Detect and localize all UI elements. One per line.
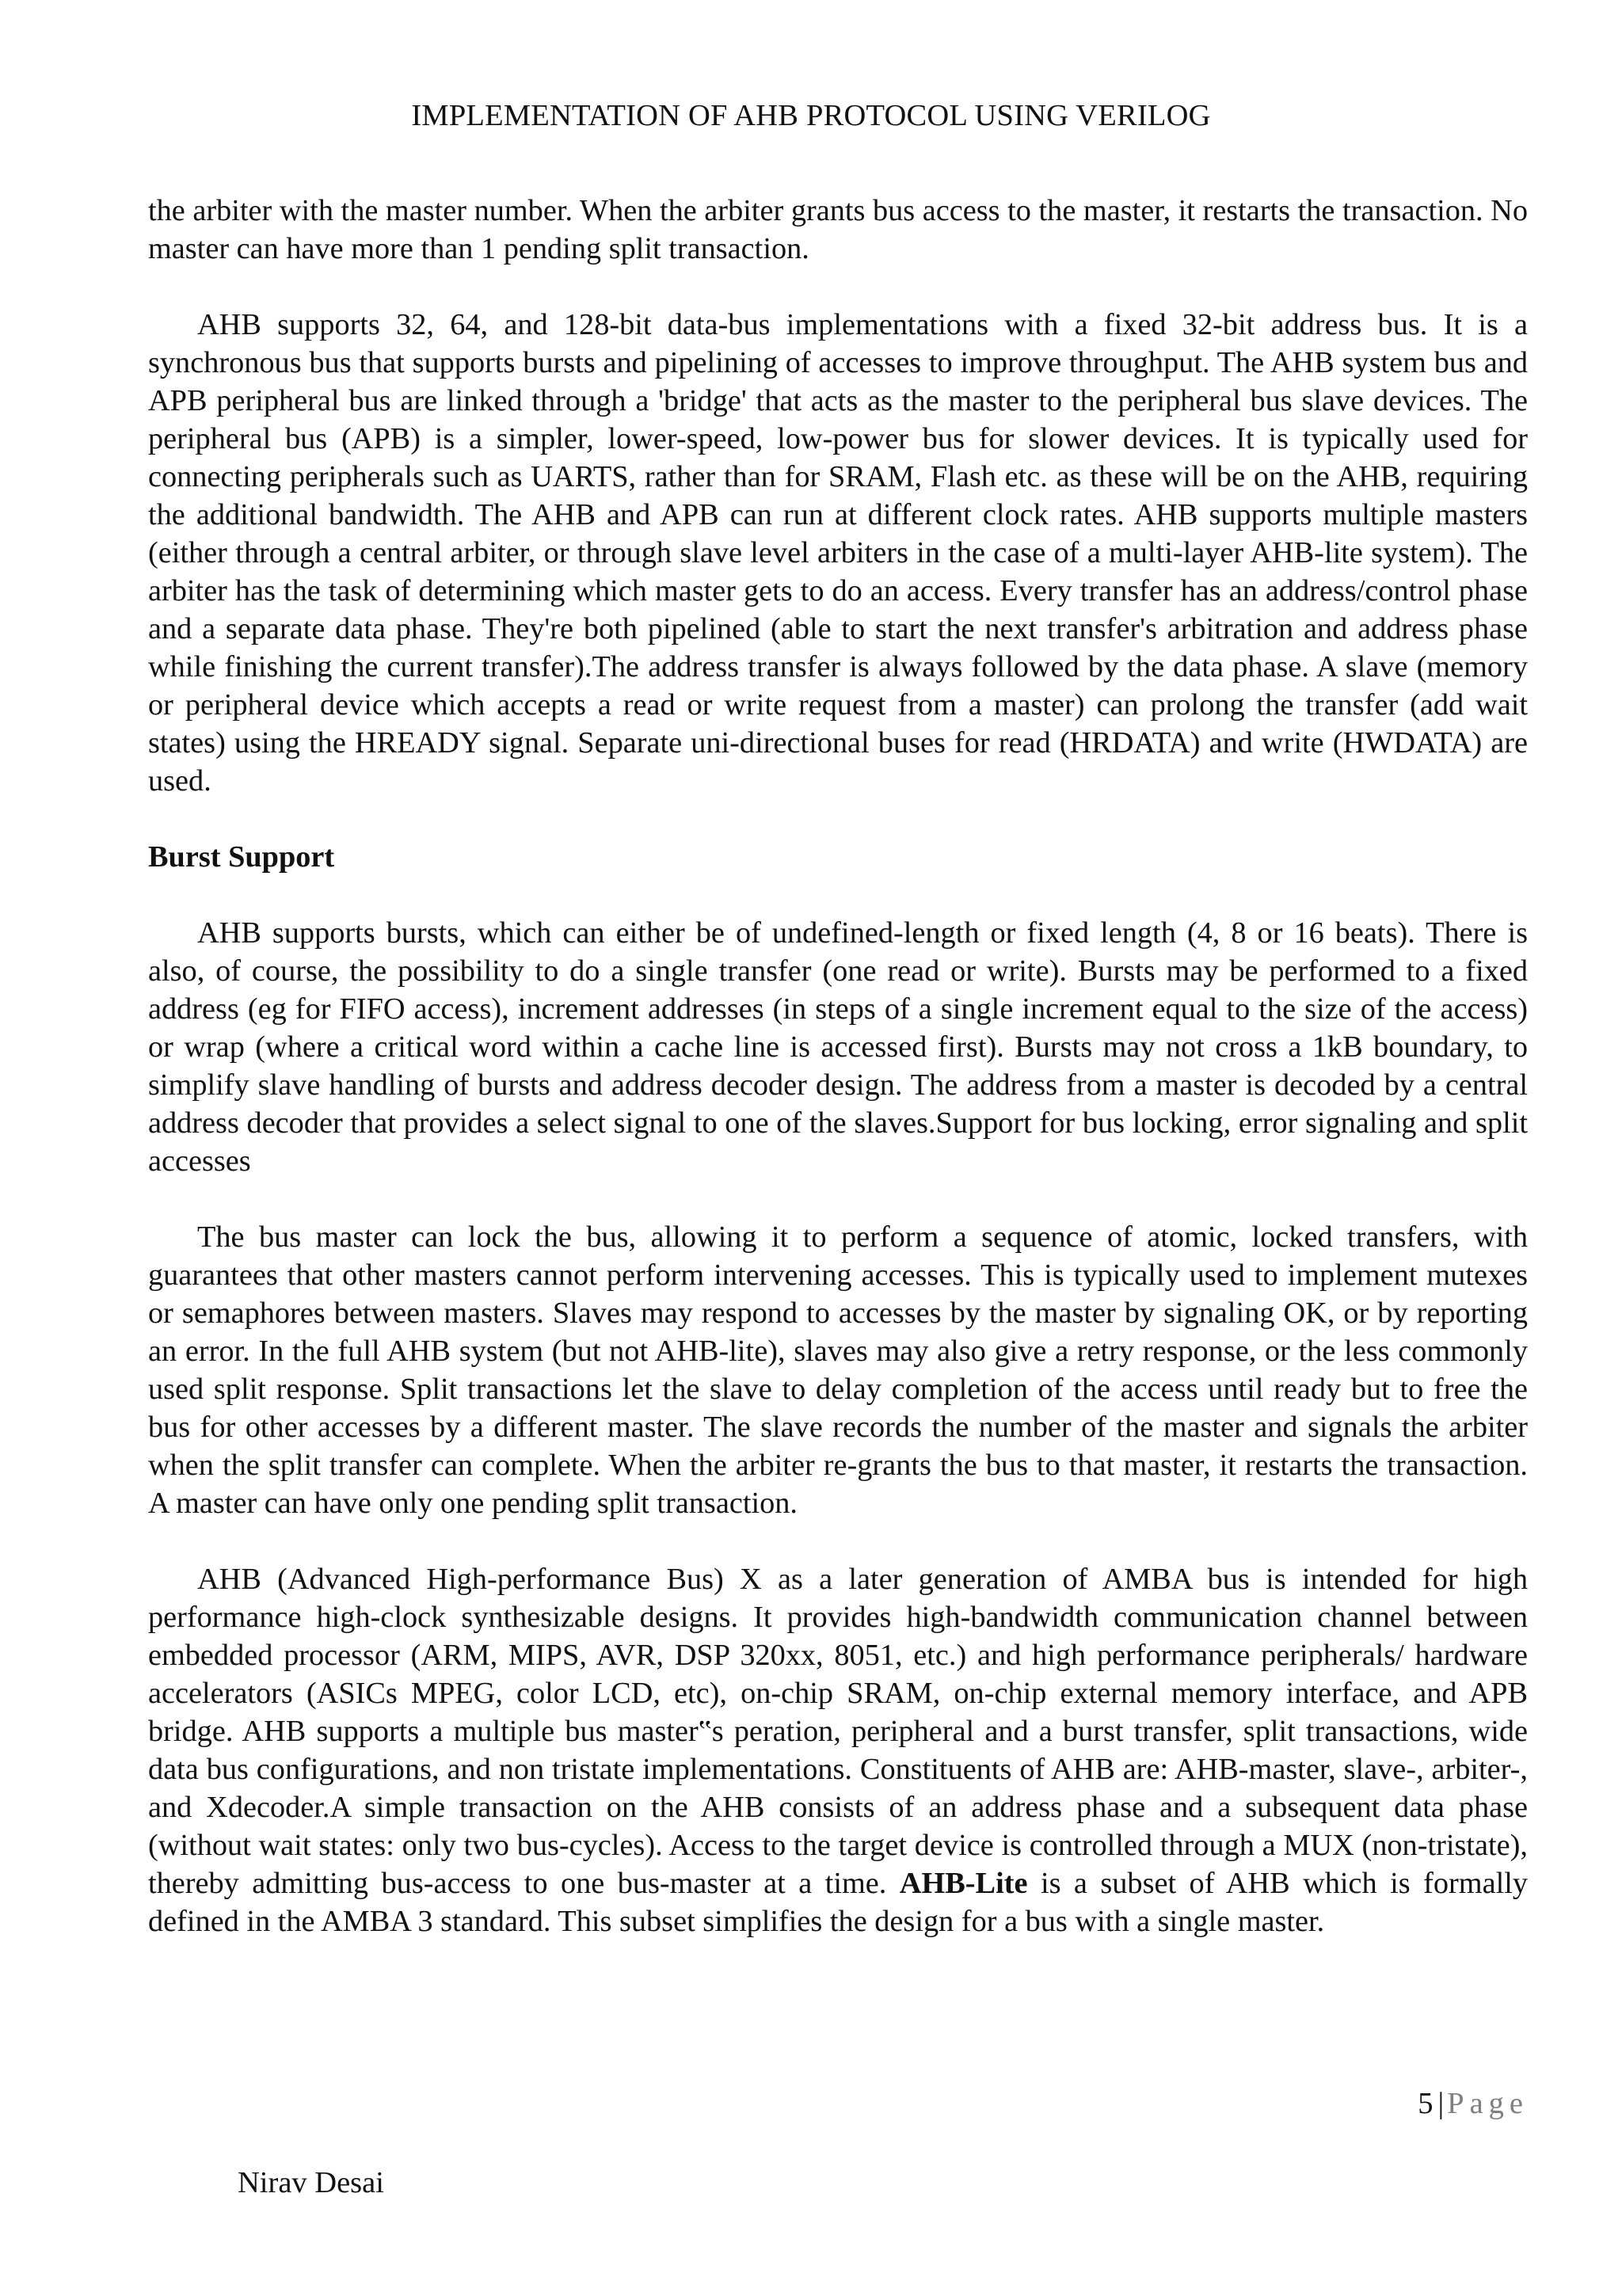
section-heading-burst-support: Burst Support: [148, 840, 335, 874]
paragraph-bus-locking: The bus master can lock the bus, allowing it to perform a sequence of atomic, locked transfers, with guarantees that other masters cannot perform intervening accesses. This is typically used to implement mutexes or semaphores between masters. Slaves may respond to accesses by the master by signaling OK, or by reporting an error. In the full AHB system (but not AHB-lite), slaves may also give a retry response, or the less commonly used split response. Split transactions let the slave to delay completion of the access until ready but to free the bus for other accesses by a different master. The slave records the number of the master and signals the arbiter when the split transfer can complete. When the arbiter re-grants the bus to that master, it restarts the transaction. A master can have only one pending split transaction.: [148, 1220, 1528, 1520]
page-number-separator: |: [1437, 2087, 1445, 2120]
page-label: Page: [1447, 2087, 1529, 2120]
paragraph-ahb-overview: AHB supports 32, 64, and 128-bit data-bus implementations with a fixed 32-bit address bus. It is a synchronous bus that supports bursts and pipelining of accesses to improve throughput. The AHB system bus and APB peripheral bus are linked through a 'bridge' that acts as the master to the peripheral bus slave devices. The peripheral bus (APB) is a simpler, lower-speed, low-power bus for slower devices. It is typically used for connecting peripherals such as UARTS, rather than for SRAM, Flash etc. as these will be on the AHB, requiring the additional bandwidth. The AHB and APB can run at different clock rates. AHB supports multiple masters (either through a central arbiter, or through slave level arbiters in the case of a multi-layer AHB-lite system). The arbiter has the task of determining which master gets to do an access. Every transfer has an address/control phase and a separate data phase. They're both pipelined (able to start the next transfer's arbitration and address phase while finishing the current transfer).The address transfer is always followed by the data phase. A slave (memory or peripheral device which accepts a read or write request from a master) can prolong the transfer (add wait states) using the HREADY signal. Separate uni-directional buses for read (HRDATA) and write (HWDATA) are used.: [148, 308, 1528, 798]
page-number: [1418, 2085, 1529, 2123]
ahb-lite-term: AHB-Lite: [899, 1867, 1028, 1900]
running-header: IMPLEMENTATION OF AHB PROTOCOL USING VERILOG: [411, 99, 1211, 132]
paragraph-ahb-generation: [148, 1560, 1528, 1940]
paragraph-burst-support: AHB supports bursts, which can either be of undefined-length or fixed length (4, 8 or 16 beats). There is also, of course, the possibility to do a single transfer (one read or write). Bursts may be performed to a fixed address (eg for FIFO access), increment addresses (in steps of a single increment equal to the size of the access) or wrap (where a critical word within a cache line is accessed first). Bursts may not cross a 1kB boundary, to simplify slave handling of bursts and address decoder design. The address from a master is decoded by a central address decoder that provides a select signal to one of the slaves.Support for bus locking, error signaling and split accesses: [148, 916, 1528, 1178]
paragraph-ahb-lite-text: is a subset of AHB which is formally defined in the AMBA 3 standard. This subset simplifies the design for a bus with a single master.: [148, 1867, 1528, 1938]
page-number-value: 5: [1418, 2087, 1434, 2120]
author-name: Nirav Desai: [238, 2166, 384, 2199]
paragraph-split-continuation: the arbiter with the master number. When the arbiter grants bus access to the master, it restarts the transaction. No master can have more than 1 pending split transaction.: [148, 194, 1528, 265]
paragraph-ahb-generation-text: AHB (Advanced High-performance Bus) X as a later generation of AMBA bus is intended for high performance high-clock synthesizable designs. It provides high-bandwidth communication channel between embedded processor (ARM, MIPS, AVR, DSP 320xx, 8051, etc.) and high performance peripherals/ hardware accelerators (ASICs MPEG, color LCD, etc), on-chip SRAM, on-chip external memory interface, and APB bridge. AHB supports a multiple bus master‟s peration, peripheral and a burst transfer, split transactions, wide data bus configurations, and non tristate implementations. Constituents of AHB are: AHB-master, slave-, arbiter-, and Xdecoder.A simple transaction on the AHB consists of an address phase and a subsequent data phase (without wait states: only two bus-cycles). Access to the target device is controlled through a MUX (non-tristate), thereby admitting bus-access to one bus-master at a time.: [148, 1563, 1528, 1900]
body-text: [148, 192, 1528, 1978]
